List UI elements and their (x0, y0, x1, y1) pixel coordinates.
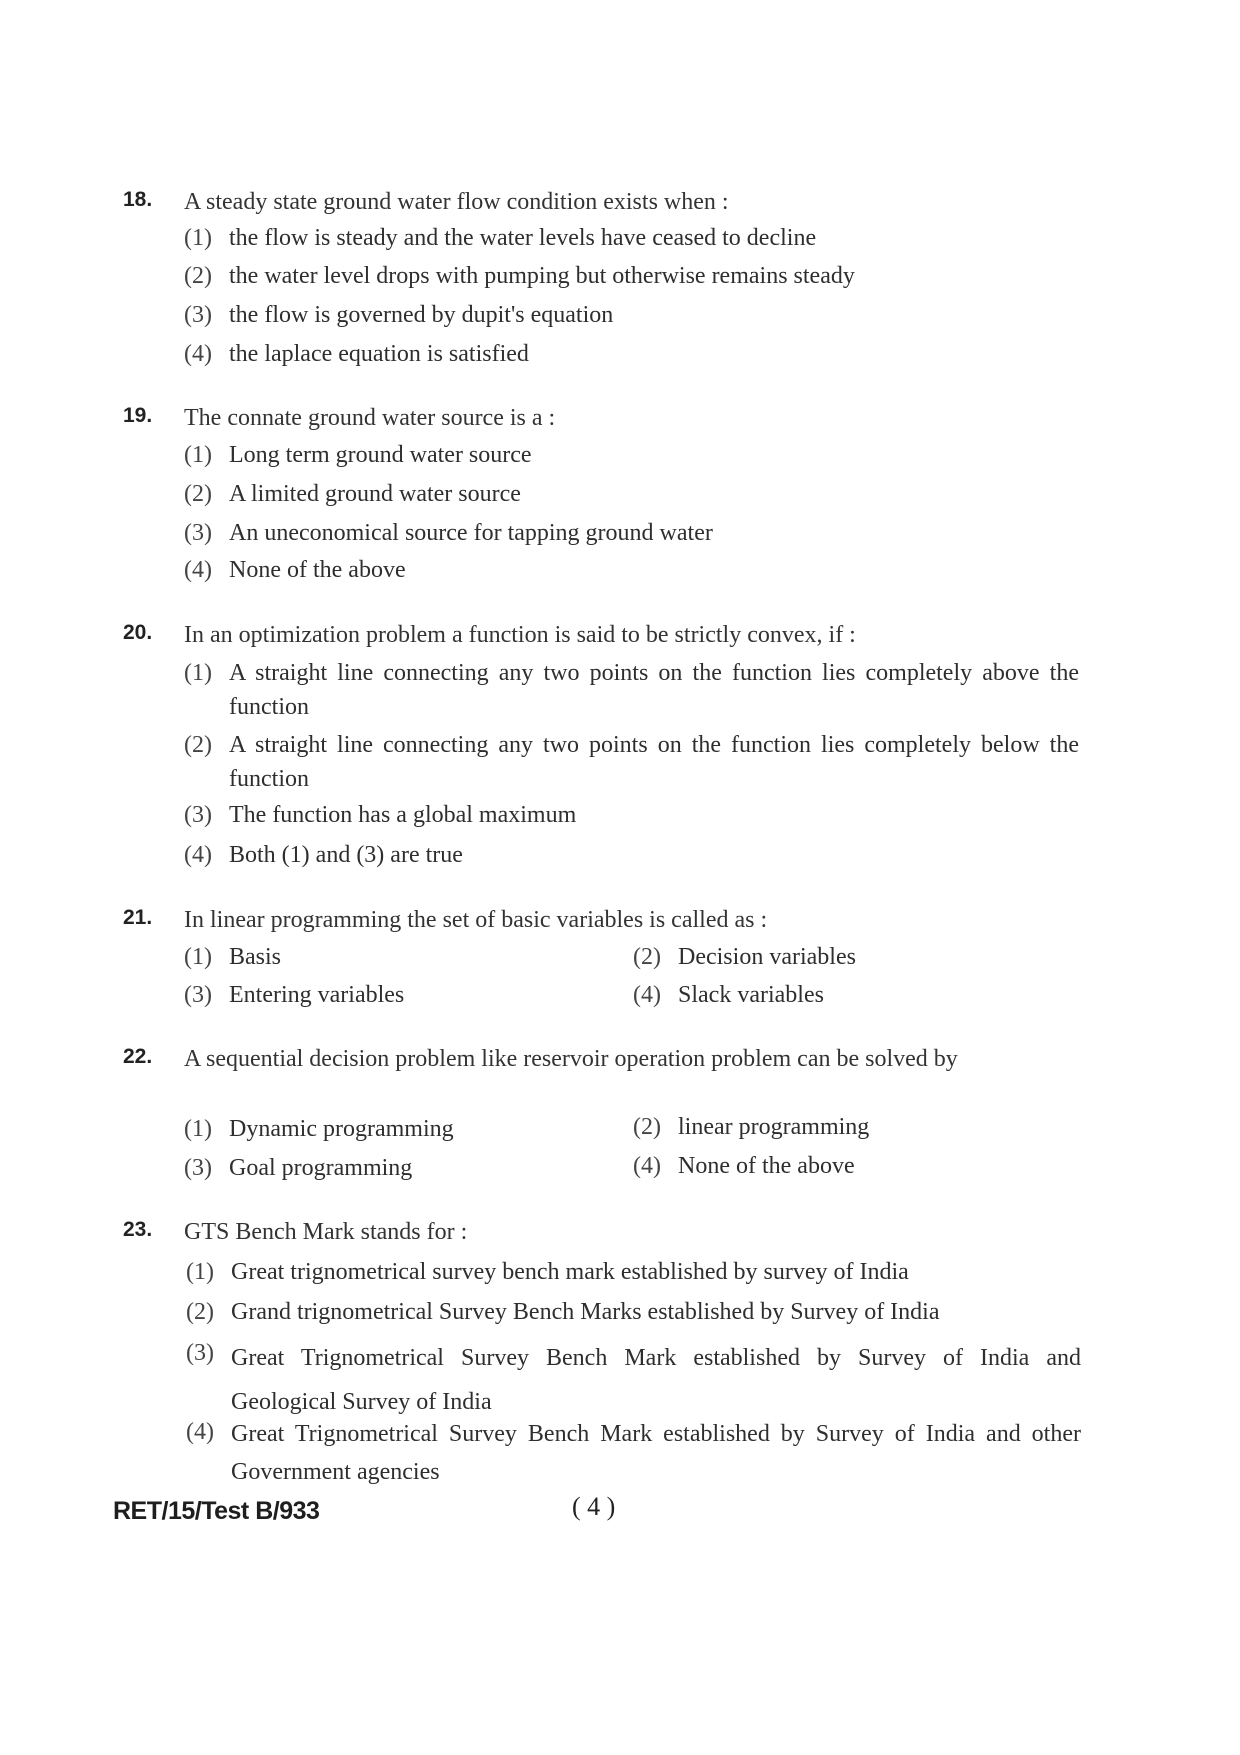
test-code: RET/15/Test B/933 (113, 1497, 320, 1525)
option-text: Basis (229, 944, 282, 970)
option-text: Both (1) and (3) are true (229, 842, 463, 868)
option-text: Great Trignometrical Survey Bench Mark established by Survey of India and Geological Survey of India (231, 1345, 1081, 1415)
option-text: A straight line connecting any two points on the function lies completely below the function (229, 732, 1079, 792)
question-text: GTS Bench Mark stands for : (184, 1219, 468, 1245)
option-text: Grand trignometrical Survey Bench Marks established by Survey of India (231, 1299, 940, 1325)
question-text: The connate ground water source is a : (184, 405, 556, 431)
option-text: A limited ground water source (229, 481, 521, 507)
question-number: 19. (123, 404, 153, 427)
option-text: None of the above (678, 1153, 855, 1179)
option-text: the laplace equation is satisfied (229, 341, 529, 367)
option-number: (3) (184, 302, 212, 328)
option-text: Entering variables (229, 982, 405, 1008)
question-number: 18. (123, 188, 153, 211)
option-number: (2) (633, 944, 661, 970)
question-text: In linear programming the set of basic variables is called as : (184, 907, 768, 933)
option-text: None of the above (229, 557, 406, 583)
option-text: the flow is steady and the water levels have ceased to decline (229, 225, 817, 251)
option-number: (3) (184, 802, 212, 828)
option-number: (1) (184, 225, 212, 251)
option-number: (1) (184, 660, 212, 686)
option-text: Decision variables (678, 944, 856, 970)
option-text: Great Trignometrical Survey Bench Mark established by Survey of India and other Government agencies (231, 1421, 1081, 1485)
option-text: Goal programming (229, 1155, 413, 1181)
option-text: Long term ground water source (229, 442, 532, 468)
option-text: the water level drops with pumping but otherwise remains steady (229, 263, 855, 289)
option-number: (2) (184, 481, 212, 507)
option-number: (3) (184, 982, 212, 1008)
option-text: An uneconomical source for tapping ground water (229, 520, 713, 546)
option-text: Dynamic programming (229, 1116, 454, 1142)
option-number: (2) (633, 1114, 661, 1140)
question-number: 22. (123, 1045, 153, 1068)
question-text: A sequential decision problem like reservoir operation problem can be solved by (184, 1046, 958, 1072)
question-number: 23. (123, 1218, 153, 1241)
option-text: Slack variables (678, 982, 824, 1008)
option-number: (3) (186, 1340, 214, 1366)
option-text: the flow is governed by dupit's equation (229, 302, 614, 328)
option-number: (4) (633, 1153, 661, 1179)
option-text: Great trignometrical survey bench mark established by survey of India (231, 1259, 909, 1285)
option-number: (4) (186, 1419, 214, 1445)
option-number: (4) (184, 557, 212, 583)
question-number: 21. (123, 906, 153, 929)
option-number: (3) (184, 520, 212, 546)
option-text: linear programming (678, 1114, 870, 1140)
page-number: ( 4 ) (572, 1492, 616, 1521)
option-number: (4) (184, 842, 212, 868)
option-number: (3) (184, 1155, 212, 1181)
option-text: A straight line connecting any two points on the function lies completely above the function (229, 660, 1079, 720)
option-number: (2) (186, 1299, 214, 1325)
option-number: (1) (184, 944, 212, 970)
question-text: In an optimization problem a function is said to be strictly convex, if : (184, 622, 856, 648)
option-number: (2) (184, 263, 212, 289)
option-number: (1) (186, 1259, 214, 1285)
question-text: A steady state ground water flow condition exists when : (184, 189, 729, 215)
option-number: (4) (633, 982, 661, 1008)
option-text: The function has a global maximum (229, 802, 577, 828)
option-number: (1) (184, 1116, 212, 1142)
option-number: (2) (184, 732, 212, 758)
option-number: (1) (184, 442, 212, 468)
option-number: (4) (184, 341, 212, 367)
question-number: 20. (123, 621, 153, 644)
